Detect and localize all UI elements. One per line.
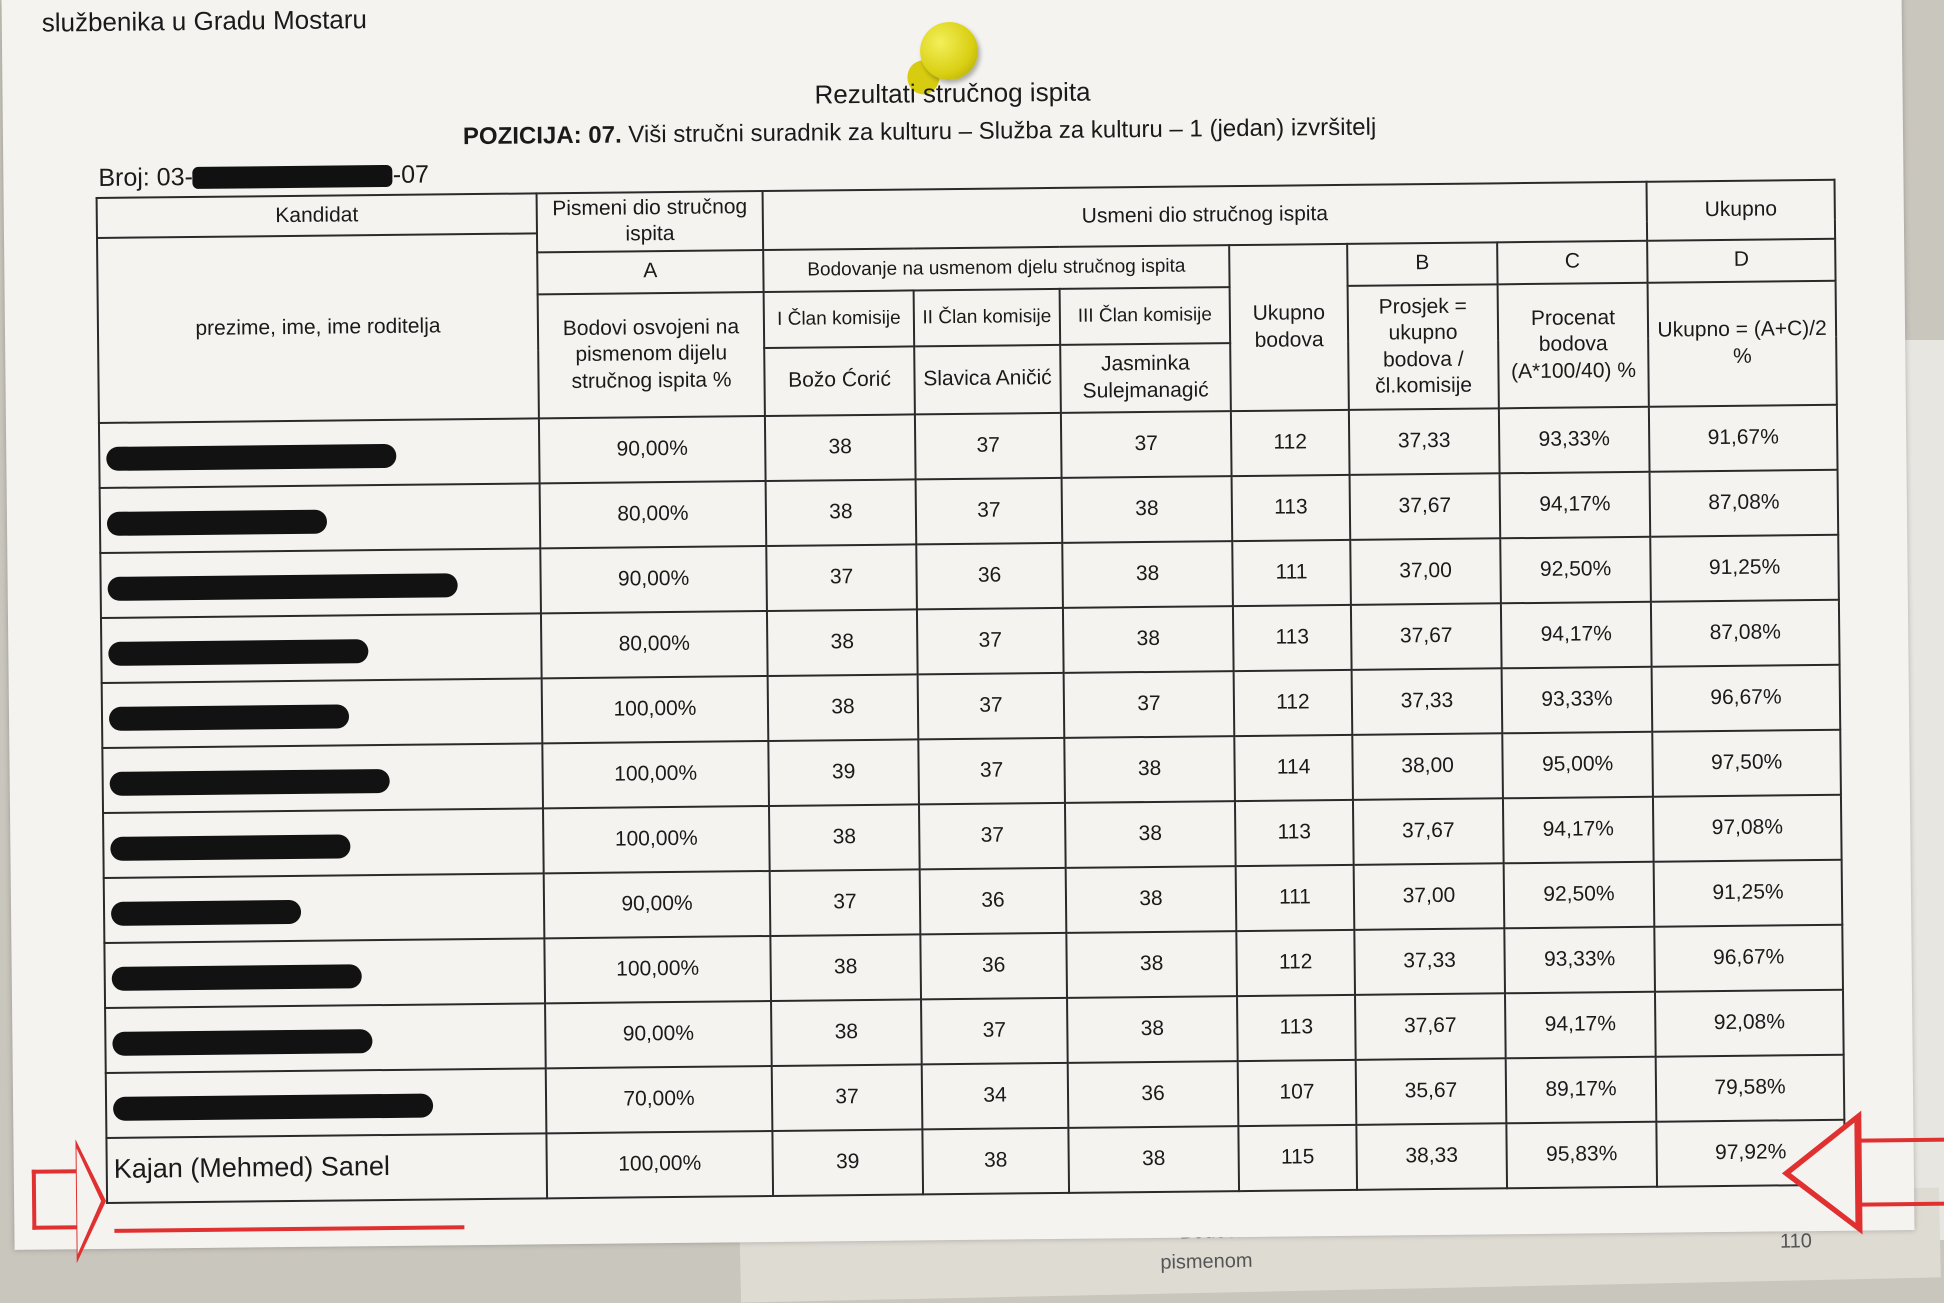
score-cell-c: 93,33% — [1499, 406, 1650, 473]
score-cell-c1: 38 — [765, 414, 916, 481]
score-cell-c1: 37 — [772, 1064, 923, 1131]
annotation-arrow-left — [32, 1169, 81, 1229]
candidate-name-cell — [106, 1068, 547, 1138]
score-cell-d: 79,58% — [1656, 1054, 1845, 1121]
score-cell-c3: 37 — [1064, 671, 1235, 738]
score-cell-total: 114 — [1234, 734, 1353, 800]
score-cell-total: 112 — [1236, 929, 1355, 995]
candidate-name-cell — [101, 613, 542, 683]
header-a-desc: Bodovi osvojeni na pismenom dijelu stručnog ispita % — [538, 292, 765, 418]
score-cell-a: 80,00% — [541, 611, 768, 678]
header-clan-3: III Član komisije — [1060, 287, 1231, 345]
score-cell-c: 94,17% — [1503, 796, 1654, 863]
score-cell-total: 113 — [1235, 799, 1354, 865]
header-ukupno-bodova: Ukupno bodova — [1229, 243, 1349, 410]
header-b-desc: Prosjek = ukupno bodova / čl.komisije — [1348, 284, 1499, 410]
score-cell-d: 87,08% — [1650, 469, 1839, 536]
score-cell-total: 112 — [1231, 409, 1350, 475]
score-cell-c1: 38 — [771, 999, 922, 1066]
broj-suffix: -07 — [392, 160, 430, 189]
header-pismeni: Pismeni dio stručnog ispita — [537, 191, 764, 252]
score-cell-c: 95,00% — [1502, 731, 1653, 798]
score-cell-b: 37,67 — [1350, 473, 1501, 540]
annotation-arrow-right — [1860, 1138, 1944, 1207]
header-clan-1-name: Božo Ćorić — [764, 346, 915, 416]
score-cell-b: 37,67 — [1353, 798, 1504, 865]
candidate-name-cell — [100, 548, 541, 618]
header-c-desc: Procenat bodova (A*100/40) % — [1498, 282, 1649, 408]
score-cell-c2: 36 — [920, 932, 1067, 999]
redaction-mark — [113, 1094, 433, 1121]
broj-prefix: Broj: 03- — [98, 162, 194, 192]
score-cell-c2: 38 — [922, 1127, 1069, 1194]
score-cell-c1: 38 — [766, 479, 917, 546]
candidate-name-cell — [102, 743, 543, 813]
candidate-name-cell — [106, 1133, 547, 1203]
score-cell-c3: 37 — [1061, 411, 1232, 478]
score-cell-d: 96,67% — [1654, 924, 1843, 991]
score-cell-c2: 36 — [920, 867, 1067, 934]
header-clan-3-name: Jasminka Sulejmanagić — [1060, 343, 1231, 413]
redaction-mark — [108, 639, 368, 666]
redaction-mark — [109, 704, 349, 731]
candidate-name-cell — [104, 873, 545, 943]
candidate-name-cell — [104, 938, 545, 1008]
results-sheet — [2, 0, 1915, 1250]
document-title: Rezultati stručnog ispita — [814, 76, 1091, 110]
score-cell-d: 87,08% — [1651, 599, 1840, 666]
pushpin-icon — [920, 22, 979, 81]
redaction-mark — [111, 900, 301, 926]
score-cell-c2: 37 — [916, 477, 1063, 544]
score-cell-c3: 38 — [1066, 866, 1237, 933]
score-cell-c: 94,17% — [1500, 471, 1651, 538]
score-cell-total: 111 — [1232, 539, 1351, 605]
score-cell-d: 97,92% — [1656, 1119, 1845, 1186]
header-candidate-sub: prezime, ime, ime roditelja — [97, 233, 539, 422]
score-cell-c2: 37 — [917, 607, 1064, 674]
header-clan-1: I Član komisije — [764, 290, 915, 348]
score-cell-a: 90,00% — [540, 546, 767, 613]
header-clan-2: II Član komisije — [914, 288, 1061, 346]
annotation-arrow-left-inner — [77, 1148, 102, 1254]
redaction-mark — [107, 510, 327, 536]
score-cell-c3: 38 — [1065, 801, 1236, 868]
annotation-arrow-right-inner — [1790, 1123, 1855, 1224]
score-cell-b: 38,33 — [1356, 1123, 1507, 1190]
header-fragment: službenika u Gradu Mostaru — [41, 4, 368, 38]
score-cell-c2: 37 — [918, 737, 1065, 804]
score-cell-c3: 38 — [1067, 996, 1238, 1063]
score-cell-c: 89,17% — [1506, 1056, 1657, 1123]
score-cell-c1: 38 — [767, 609, 918, 676]
score-cell-b: 37,33 — [1352, 668, 1503, 735]
header-c: C — [1497, 240, 1647, 284]
redaction-mark — [110, 769, 390, 796]
score-cell-c: 92,50% — [1504, 861, 1655, 928]
header-usmeni: Usmeni dio stručnog ispita — [763, 182, 1648, 250]
score-cell-total: 115 — [1238, 1124, 1357, 1190]
score-cell-c3: 38 — [1066, 931, 1237, 998]
score-cell-total: 113 — [1233, 604, 1352, 670]
score-cell-c3: 38 — [1068, 1126, 1239, 1193]
score-cell-c1: 37 — [770, 869, 921, 936]
score-cell-c1: 38 — [768, 674, 919, 741]
score-cell-c2: 37 — [918, 672, 1065, 739]
position-label: POZICIJA: 07. — [462, 121, 622, 151]
results-rows — [99, 404, 1845, 1202]
score-cell-a: 100,00% — [542, 675, 769, 742]
score-cell-d: 97,50% — [1652, 729, 1841, 796]
score-cell-d: 97,08% — [1653, 794, 1842, 861]
redaction-mark — [112, 964, 362, 991]
underlying-fragment: 110 — [1779, 1230, 1813, 1253]
score-cell-a: 80,00% — [540, 481, 767, 548]
score-cell-c1: 38 — [770, 934, 921, 1001]
redaction-mark — [193, 165, 393, 189]
score-cell-b: 37,33 — [1354, 928, 1505, 995]
score-cell-c2: 36 — [916, 542, 1063, 609]
score-cell-c1: 39 — [768, 739, 919, 806]
candidate-name-cell — [103, 808, 544, 878]
score-cell-d: 92,08% — [1655, 989, 1844, 1056]
score-cell-c2: 37 — [921, 997, 1068, 1064]
score-cell-c: 95,83% — [1506, 1121, 1657, 1188]
score-cell-c3: 38 — [1062, 476, 1233, 543]
score-cell-b: 37,33 — [1349, 408, 1500, 475]
document-number — [98, 161, 429, 193]
candidate-name-cell — [105, 1003, 546, 1073]
header-kandidat: Kandidat — [97, 193, 537, 238]
score-cell-c1: 37 — [766, 544, 917, 611]
score-cell-c3: 38 — [1064, 736, 1235, 803]
score-cell-c2: 37 — [919, 802, 1066, 869]
header-bodovanje: Bodovanje na usmenom djelu stručnog ispita — [763, 245, 1229, 292]
score-cell-c: 93,33% — [1504, 926, 1655, 993]
score-cell-a: 90,00% — [545, 1000, 772, 1067]
position-line — [463, 114, 1377, 152]
score-cell-c: 94,17% — [1501, 601, 1652, 668]
score-cell-c3: 36 — [1068, 1061, 1239, 1128]
header-a: A — [537, 250, 763, 294]
score-cell-c: 92,50% — [1500, 536, 1651, 603]
score-cell-total: 112 — [1234, 669, 1353, 735]
score-cell-c1: 38 — [769, 804, 920, 871]
results-table — [96, 179, 1847, 1204]
score-cell-b: 35,67 — [1356, 1058, 1507, 1125]
underlying-fragment: pismenom — [1160, 1249, 1253, 1274]
score-cell-b: 37,67 — [1351, 603, 1502, 670]
score-cell-a: 100,00% — [544, 935, 771, 1002]
score-cell-total: 111 — [1236, 864, 1355, 930]
score-cell-total: 107 — [1238, 1059, 1357, 1125]
score-cell-d: 91,25% — [1650, 534, 1839, 601]
redaction-mark — [112, 1029, 372, 1056]
redaction-mark — [108, 573, 458, 601]
redaction-mark — [110, 834, 350, 861]
score-cell-c: 93,33% — [1502, 666, 1653, 733]
candidate-name-cell — [99, 418, 540, 488]
candidate-name-cell — [100, 483, 541, 553]
score-cell-c3: 38 — [1063, 606, 1234, 673]
score-cell-c2: 34 — [922, 1062, 1069, 1129]
score-cell-a: 90,00% — [544, 870, 771, 937]
header-clan-2-name: Slavica Aničić — [914, 344, 1061, 414]
score-cell-a: 100,00% — [542, 740, 769, 807]
header-d-desc: Ukupno = (A+C)/2 % — [1648, 280, 1837, 406]
score-cell-a: 70,00% — [546, 1065, 773, 1132]
candidate-name: Kajan (Mehmed) Sanel — [113, 1151, 391, 1184]
score-cell-c1: 39 — [772, 1129, 923, 1196]
header-b: B — [1347, 242, 1497, 286]
candidate-name-cell — [102, 678, 543, 748]
score-cell-d: 96,67% — [1652, 664, 1841, 731]
score-cell-b: 37,67 — [1355, 993, 1506, 1060]
header-d: D — [1647, 238, 1835, 282]
score-cell-c2: 37 — [915, 412, 1062, 479]
annotation-underline — [114, 1225, 464, 1233]
score-cell-b: 37,00 — [1350, 538, 1501, 605]
score-cell-d: 91,25% — [1654, 859, 1843, 926]
score-cell-b: 38,00 — [1352, 733, 1503, 800]
score-cell-a: 100,00% — [543, 805, 770, 872]
header-ukupno: Ukupno — [1647, 180, 1836, 240]
position-text: Viši stručni suradnik za kulturu – Služba za kulturu – 1 (jedan) izvršitelj — [628, 113, 1377, 149]
score-cell-total: 113 — [1232, 474, 1351, 540]
score-cell-total: 113 — [1237, 994, 1356, 1060]
score-cell-c: 94,17% — [1505, 991, 1656, 1058]
score-cell-a: 100,00% — [546, 1130, 773, 1197]
score-cell-c3: 38 — [1062, 541, 1233, 608]
score-cell-b: 37,00 — [1354, 863, 1505, 930]
redaction-mark — [106, 444, 396, 471]
score-cell-d: 91,67% — [1649, 404, 1838, 471]
score-cell-a: 90,00% — [539, 416, 766, 483]
